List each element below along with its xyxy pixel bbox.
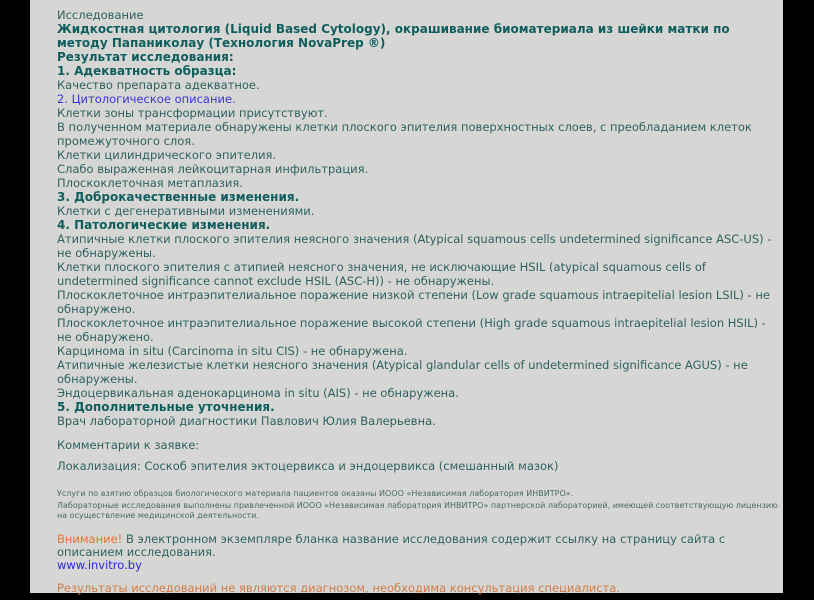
smallprint-services: Услуги по взятию образцов биологического материала пациентов оказаны ИООО «Независимая лаборатория ИНВИТРО». <box>57 489 574 498</box>
cytology-line: Клетки цилиндрического эпителия. <box>57 148 277 162</box>
adequacy-line: Качество препарата адекватное. <box>57 78 260 92</box>
attention-text: В электронном экземпляре бланка название исследования содержит ссылку на страницу сайта с описанием исследования. <box>57 532 726 559</box>
cytology-line: Клетки зоны трансформации присутствуют. <box>57 106 328 120</box>
localization-line: Локализация: Соскоб эпителия эктоцервикса и эндоцервикса (смешанный мазок) <box>57 459 559 473</box>
pathological-line: Плоскоклеточное интраэпителиальное поражение высокой степени (High grade squamous intraepitelial lesion HSIL) - не обнаружено. <box>57 316 766 344</box>
pathological-line: Эндоцервикальная аденокарцинома in situ (AIS) - не обнаружена. <box>57 386 459 400</box>
cytology-line: Слабо выраженная лейкоцитарная инфильтрация. <box>57 162 369 176</box>
section-pathological-heading: 4. Патологические изменения. <box>57 218 271 232</box>
pathological-line: Атипичные клетки плоского эпителия неясного значения (Atypical squamous cells undetermined significance ASC-US) - не обнаружены. <box>57 232 772 260</box>
pathological-line: Карцинома in situ (Carcinoma in situ CIS) - не обнаружена. <box>57 344 408 358</box>
study-title: Жидкостная цитология (Liquid Based Cytology), окрашивание биоматериала из шейки матки по методу Папаниколау (Технология NovaPrep ®) <box>57 22 730 50</box>
comments-heading: Комментарии к заявке: <box>57 438 200 452</box>
section-benign-heading: 3. Доброкачественные изменения. <box>57 190 300 204</box>
disclaimer-line: Результаты исследований не являются диагнозом, необходима консультация специалиста. <box>57 581 620 595</box>
section-cytology-heading: 2. Цитологическое описание. <box>57 92 236 106</box>
result-heading: Результат исследования: <box>57 50 234 64</box>
benign-line: Клетки с дегенеративными изменениями. <box>57 204 315 218</box>
cytology-line: В полученном материале обнаружены клетки плоского эпителия поверхностных слоев, с преобладанием клеток промежуточного слоя. <box>57 120 752 148</box>
invitro-website-link[interactable]: www.invitro.by <box>57 558 142 572</box>
pathological-line: Атипичные железистые клетки неясного значения (Atypical glandular cells of undetermined significance AGUS) - не обнаружены. <box>57 358 748 386</box>
attention-label: Внимание! <box>57 532 123 546</box>
report-body <box>30 0 783 595</box>
pathological-line: Плоскоклеточное интраэпителиальное поражение низкой степени (Low grade squamous intraepitelial lesion LSIL) - не обнаружено. <box>57 288 770 316</box>
attention-paragraph <box>57 533 779 559</box>
cytology-line: Плоскоклеточная метаплазия. <box>57 176 243 190</box>
smallprint-license: Лабораторные исследования выполнены привлеченной ИООО «Независимая лаборатория ИНВИТРО» партнерской лабораторией, имеющей соответствующую лицензию на осуществление медицинской деятельности. <box>57 501 778 520</box>
pathological-line: Клетки плоского эпителия с атипией неясного значения, не исключающие HSIL (atypical squamous cells of undetermined significance cannot exclude HSIL (ASC-H)) - не обнаружены. <box>57 260 706 288</box>
lab-report-document <box>30 0 783 593</box>
section-adequacy-heading: 1. Адекватность образца: <box>57 64 237 78</box>
research-label: Исследование <box>57 8 144 22</box>
section-additional-heading: 5. Дополнительные уточнения. <box>57 400 275 414</box>
doctor-line: Врач лабораторной диагностики Павлович Юлия Валерьевна. <box>57 414 436 428</box>
